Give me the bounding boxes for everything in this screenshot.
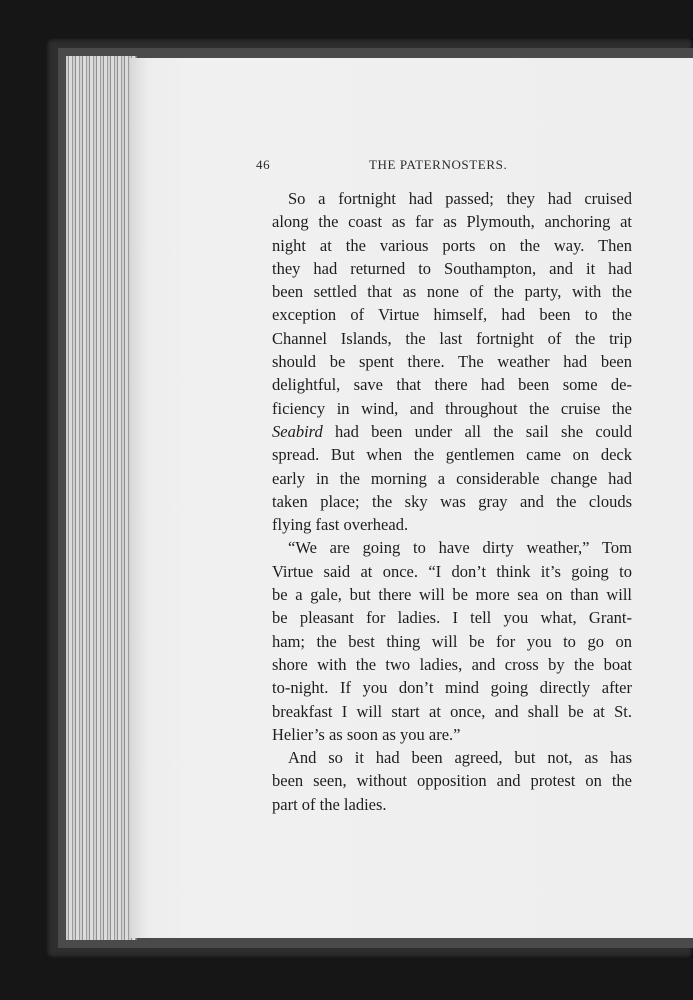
text-line: night at the various ports on the way. Then bbox=[272, 235, 632, 255]
text-line: Virtue said at once. “I don’t think it’s going to bbox=[272, 561, 632, 581]
text-line: early in the morning a considerable change had bbox=[272, 468, 632, 488]
text-line: And so it had been agreed, but not, as has bbox=[288, 748, 632, 768]
text-line: Helier’s as soon as you are.” bbox=[272, 724, 461, 744]
text-line: “We are going to have dirty weather,” Tom bbox=[288, 538, 632, 558]
body-text bbox=[256, 187, 632, 816]
page-edges-stack bbox=[66, 56, 137, 940]
text-line: be pleasant for ladies. I tell you what, Grant- bbox=[272, 608, 632, 628]
text-line: shore with the two ladies, and cross by the boat bbox=[272, 654, 632, 674]
text-line: they had returned to Southampton, and it had bbox=[272, 258, 632, 278]
text-line: been seen, without opposition and protest on the bbox=[272, 771, 632, 791]
text-line: delightful, save that there had been some de- bbox=[272, 375, 632, 395]
paragraph bbox=[256, 536, 632, 746]
paragraph bbox=[256, 746, 632, 816]
text-line: along the coast as far as Plymouth, anchoring at bbox=[272, 212, 632, 232]
paragraph bbox=[256, 187, 632, 536]
text-line: exception of Virtue himself, had been to the bbox=[272, 305, 632, 325]
text-line: ficiency in wind, and throughout the cruise the bbox=[272, 398, 632, 418]
text-line: should be spent there. The weather had been bbox=[272, 352, 632, 372]
text-line: to-night. If you don’t mind going directly after bbox=[272, 678, 632, 698]
text-line: been settled that as none of the party, with the bbox=[272, 282, 632, 302]
italic-ship-name: Seabird bbox=[272, 421, 323, 441]
text-line: So a fortnight had passed; they had cruised bbox=[288, 189, 632, 208]
text-line: part of the ladies. bbox=[272, 794, 387, 814]
running-head-title: THE PATERNOSTERS. bbox=[369, 157, 508, 172]
running-head bbox=[256, 157, 630, 177]
text-line: spread. But when the gentlemen came on deck bbox=[272, 445, 632, 465]
page-number: 46 bbox=[256, 157, 271, 172]
text-line: ham; the best thing will be for you to go on bbox=[272, 631, 632, 651]
text-line: breakfast I will start at once, and shall be at St. bbox=[272, 701, 632, 721]
text-line: Seabird had been under all the sail she could bbox=[272, 421, 632, 441]
text-line: taken place; the sky was gray and the clouds bbox=[272, 491, 632, 511]
text-line: flying fast overhead. bbox=[272, 515, 409, 535]
text-line: Channel Islands, the last fortnight of the trip bbox=[272, 328, 632, 348]
text-line: be a gale, but there will be more sea on than will bbox=[272, 585, 632, 605]
